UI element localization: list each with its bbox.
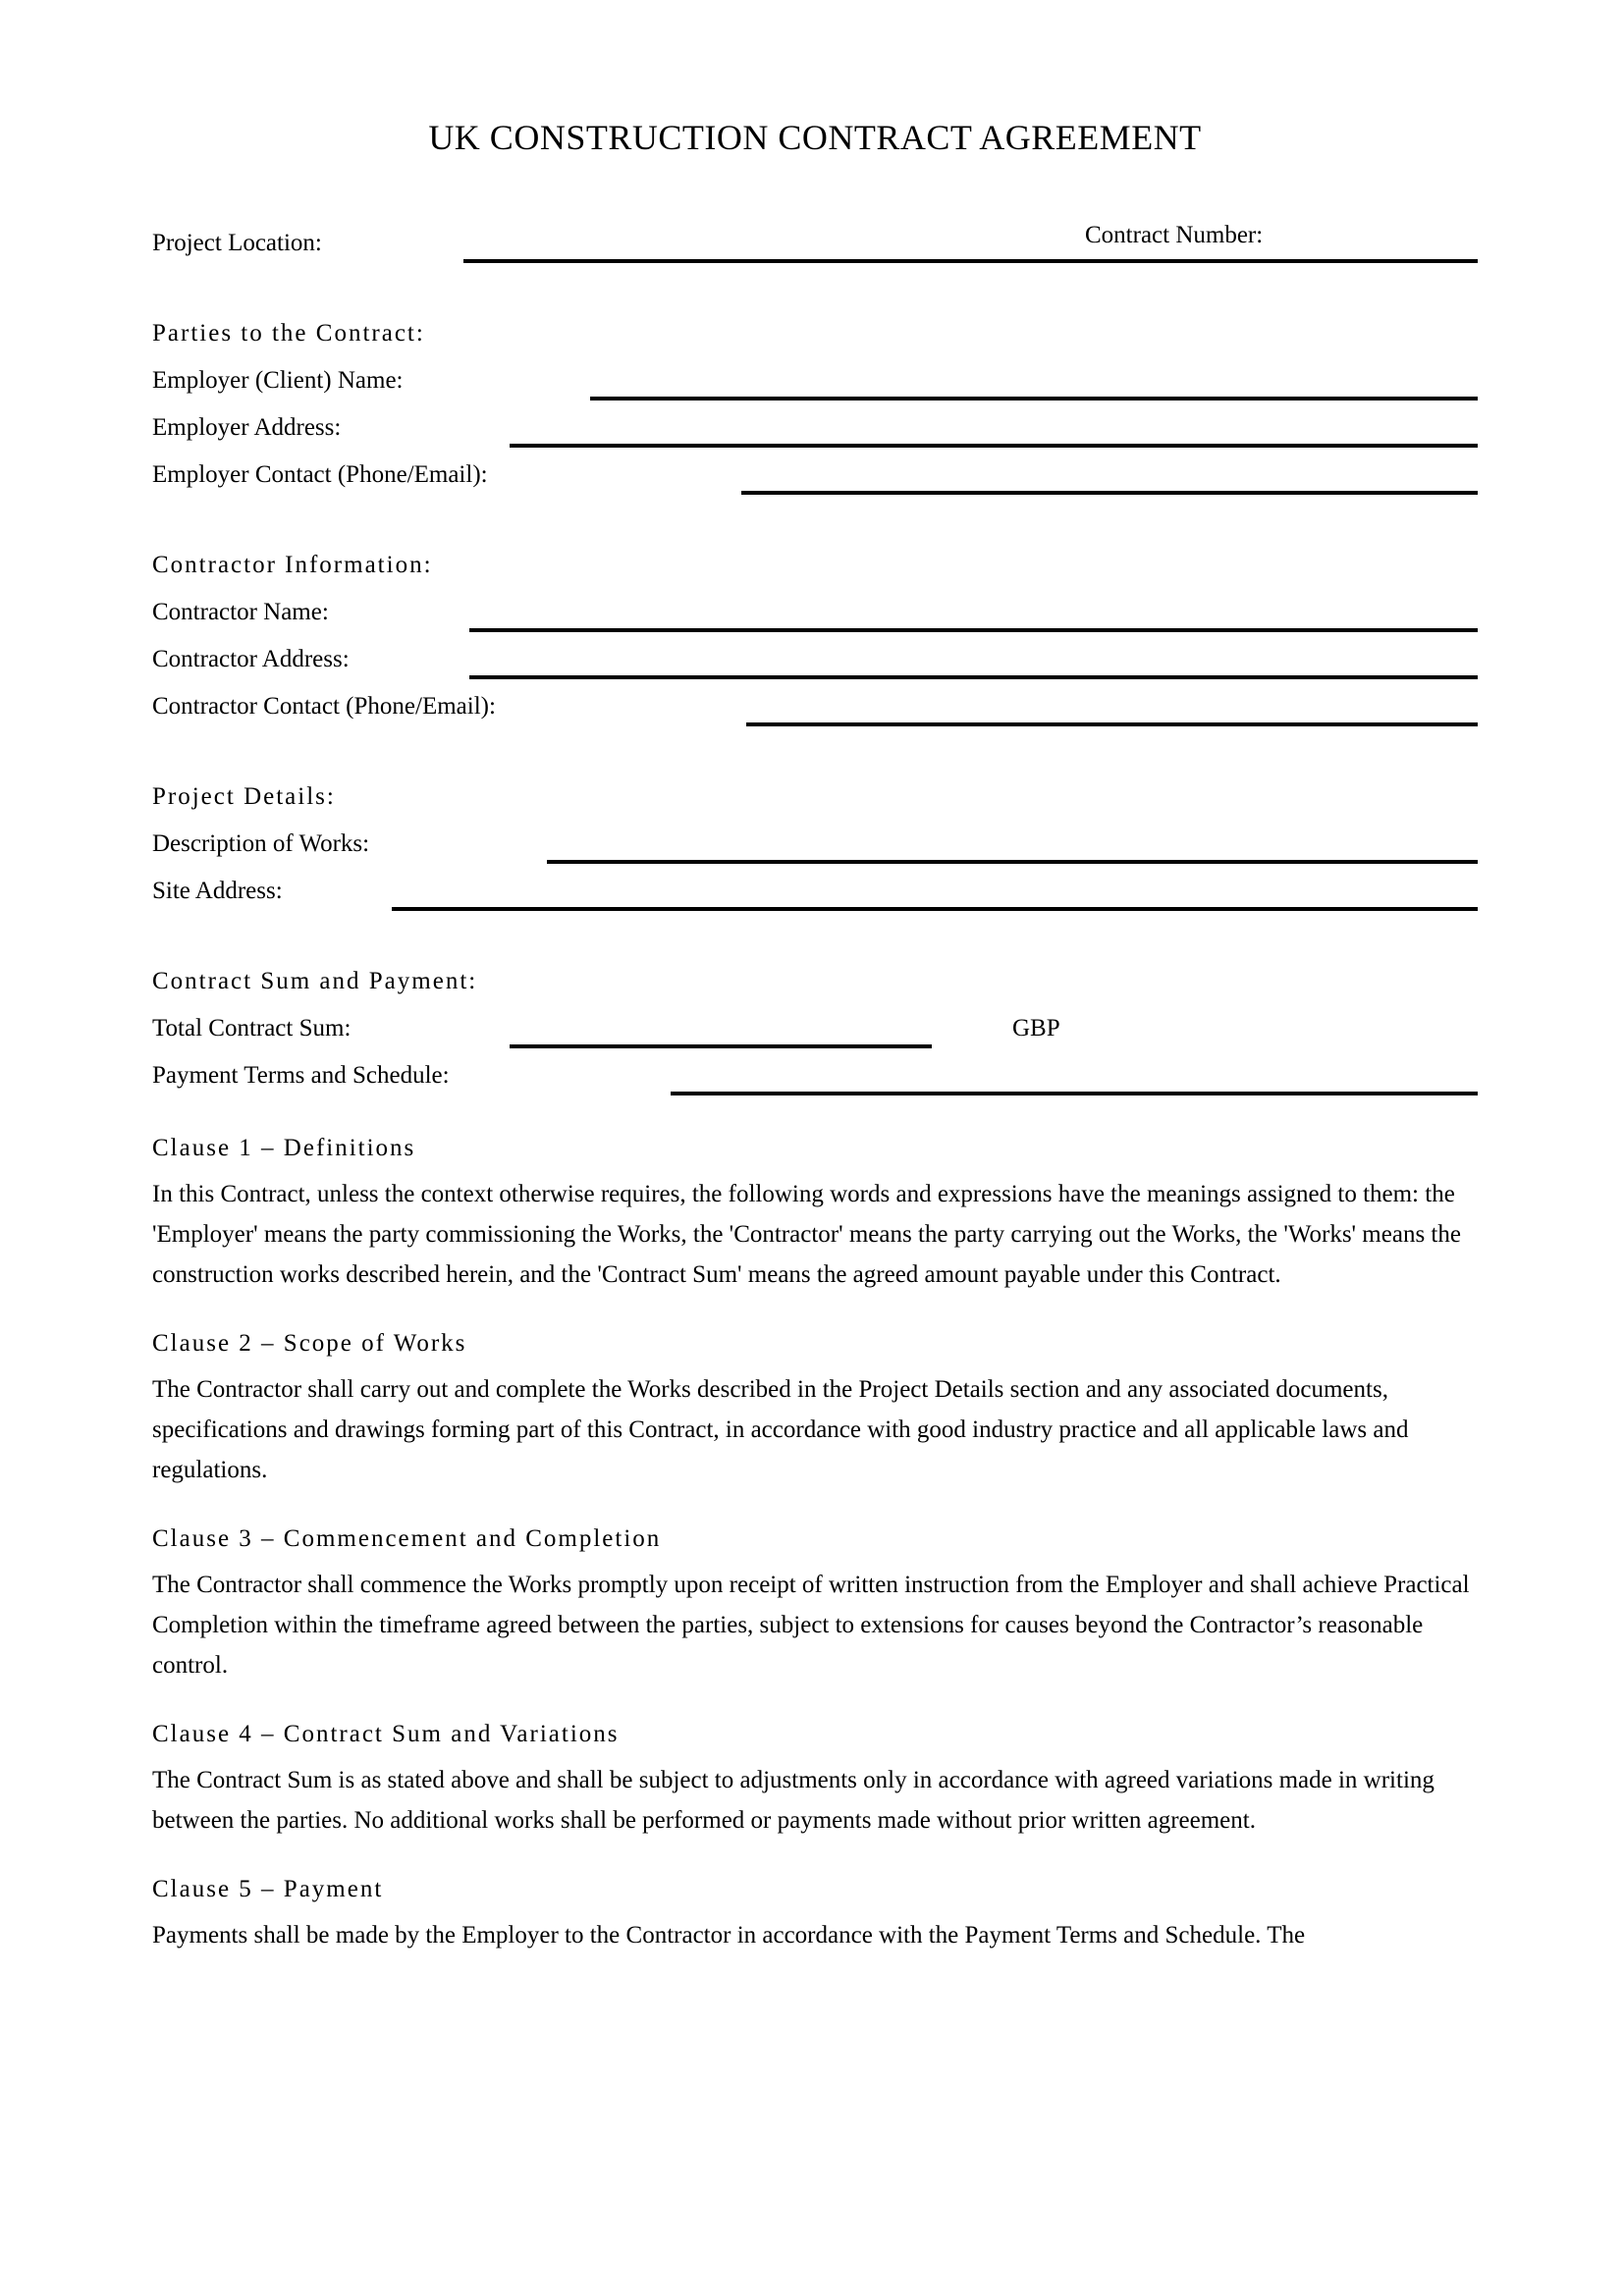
contractor-contact-field[interactable] xyxy=(746,722,1478,726)
employer-name-label: Employer (Client) Name: xyxy=(152,367,404,394)
employer-address-row xyxy=(152,404,1478,452)
clause-4-heading: Clause 4 – Contract Sum and Variations xyxy=(152,1721,620,1747)
document-title: UK CONSTRUCTION CONTRACT AGREEMENT xyxy=(428,118,1202,157)
clause-2-heading: Clause 2 – Scope of Works xyxy=(152,1330,467,1357)
contractor-name-field[interactable] xyxy=(469,628,1478,632)
clause-4-body: The Contract Sum is as stated above and shall be subject to adjustments only in accordance with agreed variations made in writing between the parties. No additional works shall be performed or payments made without prior written agreement. xyxy=(152,1767,1435,1834)
employer-contact-row xyxy=(152,452,1478,499)
clause-5 xyxy=(152,1866,1478,1955)
employer-name-field[interactable] xyxy=(590,397,1478,400)
description-of-works-field[interactable] xyxy=(547,860,1478,864)
description-of-works-label: Description of Works: xyxy=(152,830,370,857)
project-location-label: Project Location: xyxy=(152,230,322,256)
clause-1-heading: Clause 1 – Definitions xyxy=(152,1135,416,1161)
contractor-contact-label: Contractor Contact (Phone/Email): xyxy=(152,693,496,720)
project-location-field[interactable] xyxy=(463,222,1478,263)
site-address-label: Site Address: xyxy=(152,878,283,904)
clause-5-heading: Clause 5 – Payment xyxy=(152,1876,384,1902)
payment-terms-label: Payment Terms and Schedule: xyxy=(152,1062,450,1089)
clause-2 xyxy=(152,1320,1478,1490)
header-row xyxy=(152,220,1478,267)
total-contract-sum-field[interactable] xyxy=(510,1044,932,1048)
employer-name-row xyxy=(152,357,1478,404)
currency-label: GBP xyxy=(1012,1015,1060,1041)
total-contract-sum-label: Total Contract Sum: xyxy=(152,1015,352,1041)
site-address-field[interactable] xyxy=(392,907,1478,911)
clause-3 xyxy=(152,1516,1478,1685)
payment-section-heading: Contract Sum and Payment: xyxy=(152,968,478,994)
contractor-name-label: Contractor Name: xyxy=(152,599,329,625)
employer-contact-label: Employer Contact (Phone/Email): xyxy=(152,461,488,488)
contractor-contact-row xyxy=(152,683,1478,730)
payment-terms-row xyxy=(152,1052,1478,1099)
description-of-works-row xyxy=(152,821,1478,868)
clause-1-body: In this Contract, unless the context otherwise requires, the following words and expressions have the meanings assigned to them: the 'Employer' means the party commissioning the Works, the 'Contractor' means the party carrying out the Works, the 'Works' means the construction works described herein, and the 'Contract Sum' means the agreed amount payable under this Contract. xyxy=(152,1181,1461,1288)
contractor-section-heading: Contractor Information: xyxy=(152,552,433,578)
parties-section-heading: Parties to the Contract: xyxy=(152,320,425,347)
contractor-address-field[interactable] xyxy=(469,675,1478,679)
clause-2-body: The Contractor shall carry out and complete the Works described in the Project Details section and any associated documents, specifications and drawings forming part of this Contract, in accordance with good industry practice and all applicable laws and regulations. xyxy=(152,1376,1409,1483)
employer-contact-field[interactable] xyxy=(741,491,1478,495)
contract-number-label: Contract Number: xyxy=(1085,222,1264,248)
contractor-address-label: Contractor Address: xyxy=(152,646,350,672)
contractor-address-row xyxy=(152,636,1478,683)
site-address-row xyxy=(152,868,1478,915)
total-contract-sum-row xyxy=(152,1005,1478,1052)
clauses-container xyxy=(152,1125,1478,1955)
project-section-heading: Project Details: xyxy=(152,783,336,810)
payment-terms-field[interactable] xyxy=(671,1092,1478,1095)
contractor-name-row xyxy=(152,589,1478,636)
clause-5-body: Payments shall be made by the Employer to the Contractor in accordance with the Payment Terms and Schedule. The xyxy=(152,1922,1306,1949)
clause-4 xyxy=(152,1711,1478,1841)
clause-1 xyxy=(152,1125,1478,1295)
clause-3-heading: Clause 3 – Commencement and Completion xyxy=(152,1525,662,1552)
employer-address-field[interactable] xyxy=(510,444,1478,448)
employer-address-label: Employer Address: xyxy=(152,414,342,441)
clause-3-body: The Contractor shall commence the Works promptly upon receipt of written instruction from the Employer and shall achieve Practical Completion within the timeframe agreed between the parties, subject to extensions for causes beyond the Contractor’s reasonable control. xyxy=(152,1572,1470,1679)
